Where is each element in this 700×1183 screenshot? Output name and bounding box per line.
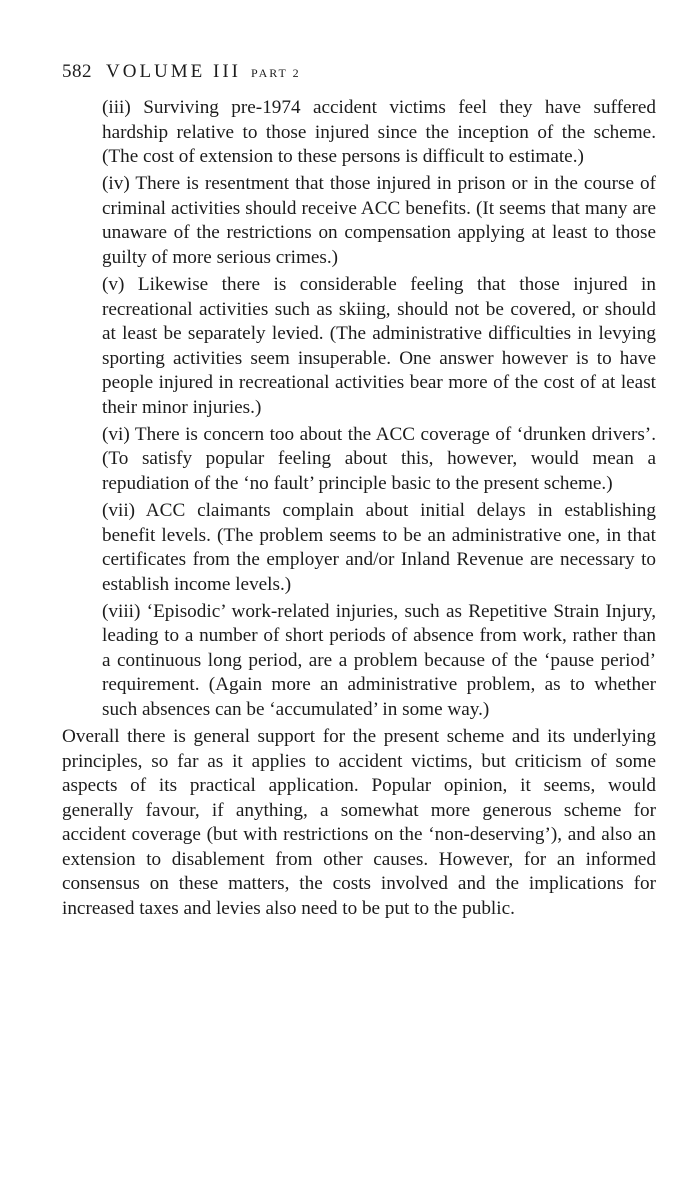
list-item: (viii) ‘Episodic’ work-related injuries, such as Repetitive Strain Injury, leading to a number of short periods of absence from work, rather than a continuous long period, are a problem because of the ‘pause period’ requirement. (Again more an administrative problem, as to whether such absences can be ‘accumulated’ in some way.) — [102, 600, 656, 720]
list-item: (iv) There is resentment that those injured in prison or in the course of criminal activities should receive ACC benefits. (It seems that many are unaware of the restrictions on compensation applying at least to those guilty of more serious crimes.) — [102, 173, 656, 268]
page-number: 582 — [62, 61, 92, 82]
summary-paragraph: Overall there is general support for the present scheme and its underlying principles, so far as it applies to accident victims, but criticism of some aspects of its practical application. Popular opinion, it seems, would generally favour, if anything, a somewhat more generous scheme for accident coverage (but with restrictions on the ‘non-deserving’), and also an extension to disablement from other causes. However, for an informed consensus on these matters, the costs involved and the implications for increased taxes and levies also need to be put to the public. — [62, 726, 656, 919]
body-text — [62, 96, 656, 921]
list-item: (v) Likewise there is considerable feeling that those injured in recreational activities such as skiing, should not be covered, or should at least be separately levied. (The administrative difficulties in levying sporting activities seem insuperable. One answer however is to have people injured in recreational activities bear more of the cost of at least their minor injuries.) — [102, 274, 656, 418]
list-item: (vi) There is concern too about the ACC coverage of ‘drunken drivers’. (To satisfy popular feeling about this, however, would mean a repudiation of the ‘no fault’ principle basic to the present scheme.) — [102, 423, 656, 494]
volume-label: VOLUME III — [106, 61, 242, 82]
list-item: (vii) ACC claimants complain about initial delays in establishing benefit levels. (The problem seems to be an administrative one, in that certificates from the employer and/or Inland Revenue are necessary to establish income levels.) — [102, 500, 656, 595]
part-label: PART 2 — [251, 66, 301, 80]
list-item: (iii) Surviving pre-1974 accident victims feel they have suffered hardship relative to those injured since the inception of the scheme. (The cost of extension to these persons is difficult to estimate.) — [102, 97, 656, 167]
running-head — [62, 60, 301, 85]
